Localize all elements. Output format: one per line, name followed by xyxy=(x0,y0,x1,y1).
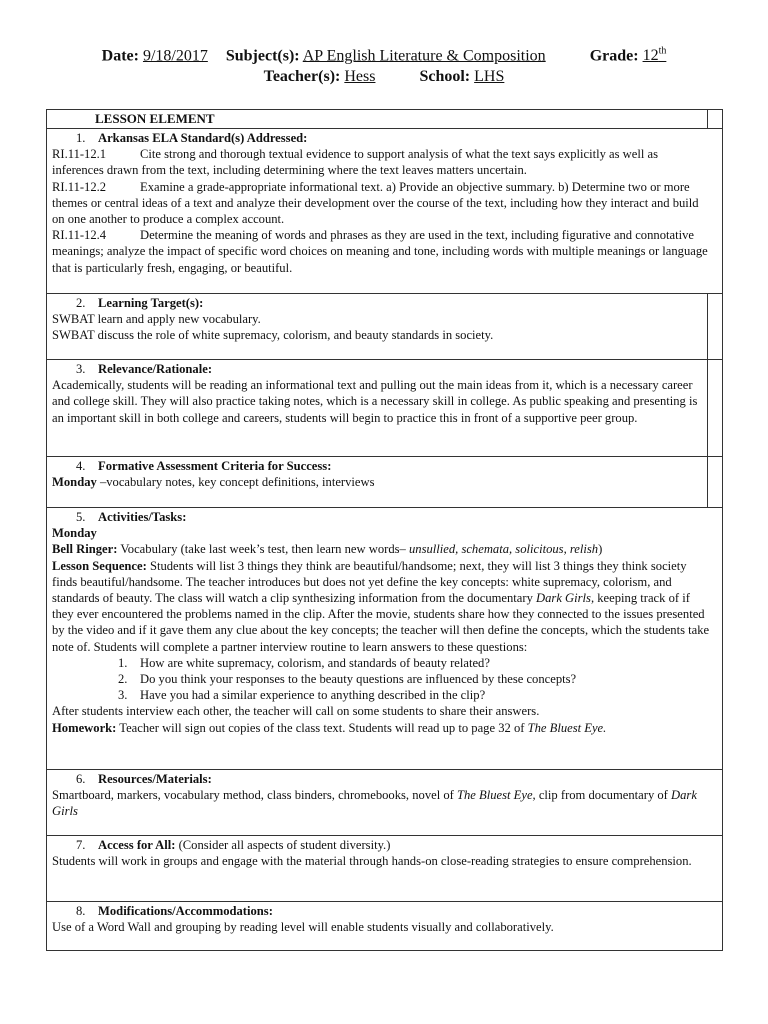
right-column-cell xyxy=(707,457,722,507)
access-text: Students will work in groups and engage with the material through hands-on close-reading strategies to ensure comprehension. xyxy=(52,854,692,869)
right-column-cell xyxy=(707,360,722,456)
section-7-body xyxy=(52,837,712,869)
date-value: 9/18/2017 xyxy=(142,47,208,65)
standard-item: RI.11-12.1 Cite strong and thorough textual evidence to support analysis of what the text says explicitly as well as inferences drawn from the text, including determining where the text leaves matters uncertain. xyxy=(52,147,658,178)
section-heading: 1. Arkansas ELA Standard(s) Addressed: xyxy=(76,131,308,145)
section-activities xyxy=(47,508,722,770)
section-heading: 3. Relevance/Rationale: xyxy=(76,362,213,376)
section-6-body xyxy=(52,771,712,820)
section-learning-targets xyxy=(47,294,722,360)
section-1-body xyxy=(52,130,712,276)
teacher-label: Teacher(s): xyxy=(263,68,341,85)
section-4-body xyxy=(52,458,712,490)
grade-label: Grade: xyxy=(589,47,639,65)
modifications-text: Use of a Word Wall and grouping by reading level will enable students visually and collaboratively. xyxy=(52,920,554,935)
list-item: 3. Have you had a similar experience to anything described in the clip? xyxy=(118,688,486,703)
right-column-cell xyxy=(707,294,722,359)
list-item: 2. Do you think your responses to the beauty questions are influenced by these concepts? xyxy=(118,672,577,687)
section-heading: 8. Modifications/Accommodations: xyxy=(76,904,273,918)
right-column-cell xyxy=(707,110,722,128)
assessment-text: Monday –vocabulary notes, key concept definitions, interviews xyxy=(52,475,375,490)
teacher-value: Hess xyxy=(344,68,376,85)
header-line-1 xyxy=(0,46,768,65)
resources-text: Smartboard, markers, vocabulary method, class binders, chromebooks, novel of The Bluest Eye, clip from documentary of Dark Girls xyxy=(52,788,697,819)
section-heading: 7. Access for All: (Consider all aspects of student diversity.) xyxy=(76,838,391,852)
school-value: LHS xyxy=(474,68,505,85)
homework: Homework: Teacher will sign out copies of the class text. Students will read up to page 32 of The Bluest Eye. xyxy=(52,720,607,735)
bell-ringer: Bell Ringer: Vocabulary (take last week’s test, then learn new words– unsullied, schemata, solicitous, relish) xyxy=(52,542,603,557)
header-line-2 xyxy=(0,68,768,86)
section-resources xyxy=(47,770,722,836)
section-heading: 6. Resources/Materials: xyxy=(76,772,212,786)
section-access xyxy=(47,836,722,902)
lesson-sequence: Lesson Sequence: Students will list 3 things they think are beautiful/handsome; next, they will list 3 things they think society finds beautiful/handsome. The teacher introduces but does not yet define the key concepts: white supremacy, colorism, and standards of beauty. The class will watch a clip synthesizing information from the documentary Dark Girls, keeping track of if they ever encountered the problems named in the clip. After the movie, students share how they connected to the issues presented by the video and if it gave them any clue about the key concepts; the teacher will then define the concepts, which the students take note of. Students will complete a partner interview routine to learn answers to these questions: xyxy=(52,558,710,654)
rationale-text: Academically, students will be reading an informational text and pulling out the main ideas from it, which is a necessary career and college skill. They will also practice taking notes, which is a necessary skill in college. As public speaking and presenting is an important skill in both college and careers, students will begin to practice this in front of a supportive peer group. xyxy=(52,378,698,425)
after-interview: After students interview each other, the teacher will call on some students to share their answers. xyxy=(52,704,540,719)
lesson-table xyxy=(46,109,723,951)
section-2-body xyxy=(52,295,712,344)
school-label: School: xyxy=(419,68,471,85)
section-assessment xyxy=(47,457,722,508)
learning-target: SWBAT learn and apply new vocabulary. xyxy=(52,312,261,327)
section-5-body xyxy=(52,509,712,736)
subject-value: AP English Literature & Composition xyxy=(302,47,546,65)
standard-item: RI.11-12.2 Examine a grade-appropriate informational text. a) Provide an objective summary. b) Determine two or more themes or central ideas of a text and analyze their development over the course of the text, including how they interact and build on one another to produce a complex account. xyxy=(52,179,699,227)
learning-target: SWBAT discuss the role of white supremacy, colorism, and beauty standards in society. xyxy=(52,328,494,343)
activity-day: Monday xyxy=(52,526,97,541)
section-8-body xyxy=(52,903,712,935)
section-heading: 4. Formative Assessment Criteria for Success: xyxy=(76,459,332,473)
standard-item: RI.11-12.4 Determine the meaning of words and phrases as they are used in the text, including figurative and connotative meanings; analyze the impact of specific word choices on meaning and tone, including words with multiple meanings or language that is particularly fresh, engaging, or beautiful. xyxy=(52,228,708,275)
section-modifications xyxy=(47,902,722,950)
grade-value: 12th xyxy=(642,46,667,65)
section-standards xyxy=(47,129,722,294)
section-3-body xyxy=(52,361,712,426)
section-relevance xyxy=(47,360,722,457)
section-heading: 2. Learning Target(s): xyxy=(76,296,204,310)
subject-label: Subject(s): xyxy=(225,47,300,65)
section-heading: 5. Activities/Tasks: xyxy=(76,510,187,524)
list-item: 1. How are white supremacy, colorism, and standards of beauty related? xyxy=(118,655,490,670)
table-title: LESSON ELEMENT xyxy=(95,111,215,126)
table-title-row xyxy=(47,110,722,129)
question-list xyxy=(52,655,712,704)
date-label: Date: xyxy=(101,47,139,65)
